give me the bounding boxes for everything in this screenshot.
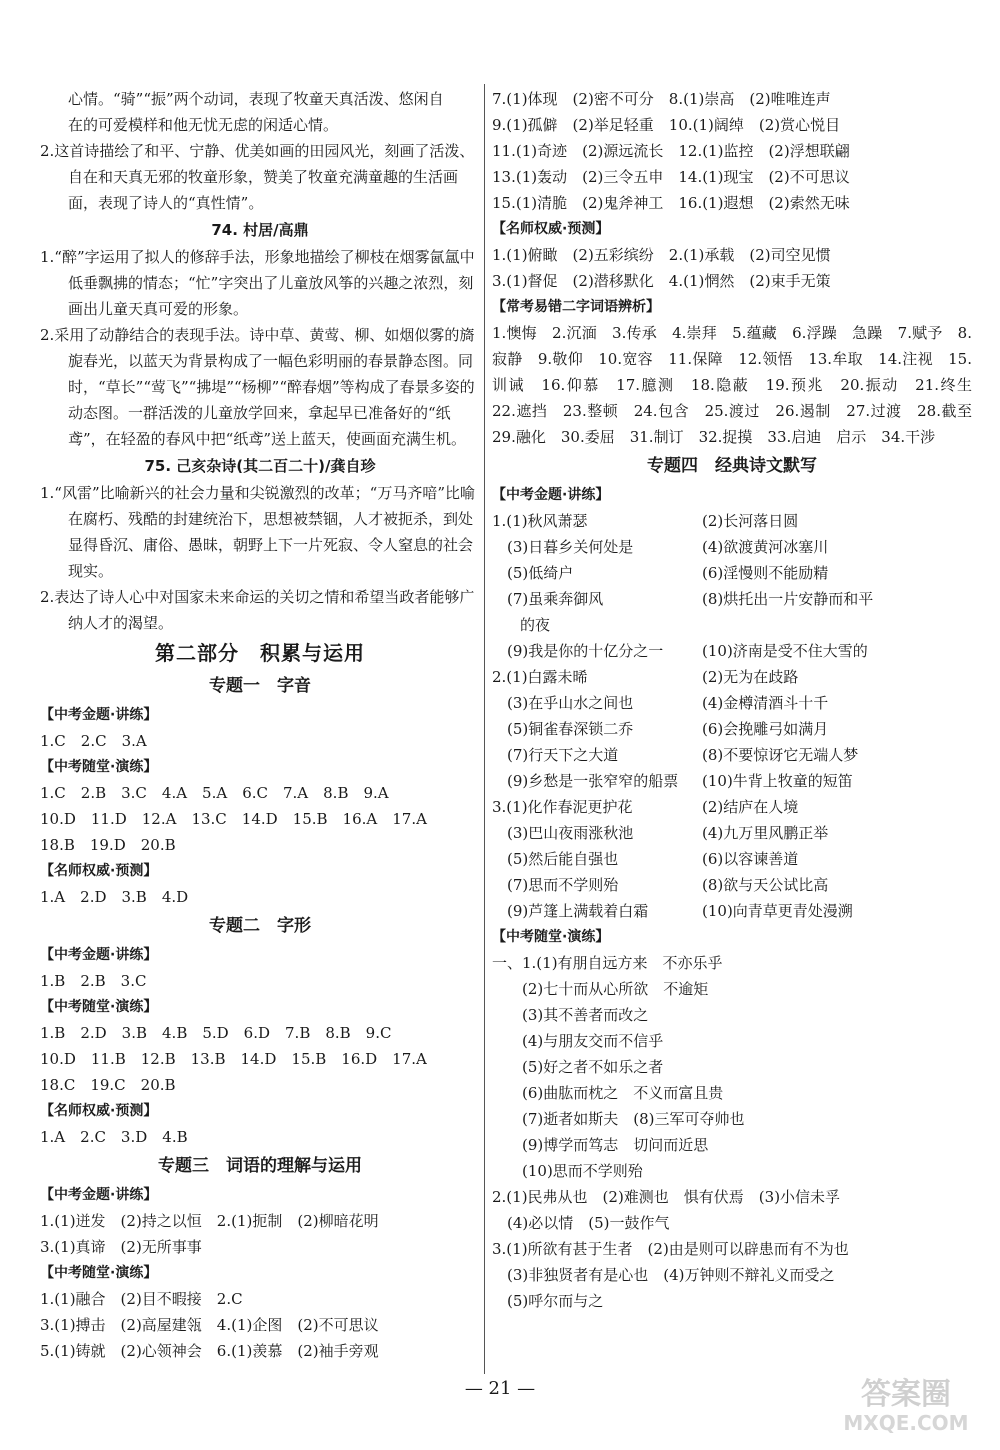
- recitation-answer: (10)向青草更青处漫溯: [702, 902, 853, 920]
- section-heading: 【名师权威·预测】: [40, 863, 158, 879]
- recitation-answer: 1.(1)秋风萧瑟: [492, 512, 588, 530]
- recitation-answer: (2)长河落日圆: [702, 512, 799, 530]
- answer-paragraph: [40, 584, 480, 636]
- recitation-answer: (6)淫慢则不能励精: [702, 564, 829, 582]
- answer-line: (2)七十而从心所欲 不逾矩: [492, 980, 709, 998]
- recitation-list: [492, 950, 972, 1314]
- answer-line: (5)好之者不如乐之者: [492, 1058, 664, 1076]
- recitation-answer: (3)日暮乡关何处是: [492, 538, 634, 556]
- watermark-top-text: 答案圈: [861, 1377, 951, 1412]
- page-number: — 21 —: [464, 1378, 536, 1399]
- answer-line: 1.C 2.C 3.A: [40, 732, 147, 750]
- recitation-answer: (10)济南是受不住大雪的: [702, 642, 868, 660]
- answer-line: 3.(1)所欲有甚于生者 (2)由是则可以辟患而有不为也: [492, 1240, 849, 1258]
- answer-line: (3)其不善者而改之: [492, 1006, 649, 1024]
- section-heading: 【中考金题·讲练】: [492, 487, 610, 503]
- part-title: 第二部分 积累与运用: [155, 641, 365, 665]
- recitation-answer: (2)结庐在人境: [702, 798, 799, 816]
- answer-line: 1.C 2.B 3.C 4.A 5.A 6.C 7.A 8.B 9.A: [40, 784, 389, 802]
- watermark-bottom-text: MXQE.COM: [843, 1411, 969, 1435]
- recitation-row: [492, 690, 972, 716]
- answer-line: 1.A 2.D 3.B 4.D: [40, 888, 189, 906]
- poem-title-75: 75. 己亥杂诗(其二百二十)/龚自珍: [144, 457, 376, 475]
- answer-text: 2.表达了诗人心中对国家未来命运的关切之情和希望当政者能够广纳人才的渴望。: [40, 588, 475, 632]
- left-column: [40, 86, 480, 1364]
- section-heading: 【中考随堂·演练】: [40, 759, 158, 775]
- recitation-answer: (8)不要惊讶它无端人梦: [702, 746, 859, 764]
- recitation-answer: (8)欲与天公试比高: [702, 876, 829, 894]
- section-heading: 【名师权威·预测】: [40, 1103, 158, 1119]
- recitation-answer: (9)乡愁是一张窄窄的船票: [492, 772, 679, 790]
- watermark-logo: [826, 1368, 986, 1438]
- section-heading: 【中考随堂·演练】: [40, 999, 158, 1015]
- answer-line: 3.(1)搏击 (2)高屋建瓴 4.(1)企图 (2)不可思议: [40, 1316, 379, 1334]
- answer-line: 11.(1)奇迹 (2)源远流长 12.(1)监控 (2)浮想联翩: [492, 142, 850, 160]
- answer-line: 15.(1)清脆 (2)鬼斧神工 16.(1)遐想 (2)索然无味: [492, 194, 850, 212]
- text-line: 在的可爱模样和他无忧无虑的闲适心情。: [68, 116, 339, 134]
- section-heading: 【常考易错二字词语辨析】: [492, 299, 660, 315]
- recitation-answer: 3.(1)化作春泥更护花: [492, 798, 633, 816]
- recitation-row: [492, 820, 972, 846]
- section-heading: 【中考随堂·演练】: [40, 1265, 158, 1281]
- answer-line: 18.B 19.D 20.B: [40, 836, 176, 854]
- recitation-answer: (10)牛背上牧童的短笛: [702, 772, 853, 790]
- answer-line: 7.(1)体现 (2)密不可分 8.(1)崇高 (2)唯唯连声: [492, 90, 831, 108]
- recitation-answer: (7)思而不学则殆: [492, 876, 619, 894]
- recitation-answer: (8)烘托出一片安静而和平: [702, 590, 874, 608]
- recitation-pairs: [492, 508, 972, 612]
- section-heading: 【中考随堂·演练】: [492, 929, 610, 945]
- recitation-row: [492, 664, 972, 690]
- topic-title: 专题四 经典诗文默写: [647, 456, 817, 476]
- answer-line: (3)非独贤者有是心也 (4)万钟则不辩礼义而受之: [492, 1266, 835, 1284]
- topic-title: 专题一 字音: [209, 676, 311, 696]
- recitation-answer: (9)芦篷上满载着白霜: [492, 902, 649, 920]
- answer-line: 1.B 2.B 3.C: [40, 972, 147, 990]
- answer-line: (7)逝者如斯夫 (8)三军可夺帅也: [492, 1110, 745, 1128]
- answer-line: (4)与朋友交而不信乎: [492, 1032, 664, 1050]
- section-heading: 【中考金题·讲练】: [40, 1187, 158, 1203]
- recitation-row: [492, 742, 972, 768]
- answer-line: 10.D 11.D 12.A 13.C 14.D 15.B 16.A 17.A: [40, 810, 427, 828]
- topic-title: 专题三 词语的理解与运用: [158, 1156, 362, 1176]
- recitation-answer: (4)九万里风鹏正举: [702, 824, 829, 842]
- answer-line: 18.C 19.C 20.B: [40, 1076, 176, 1094]
- recitation-answer: (4)金樽清酒斗十千: [702, 694, 829, 712]
- poem-title-74: 74. 村居/高鼎: [211, 221, 309, 239]
- answer-line: 的夜: [520, 616, 551, 634]
- answer-line: 2.(1)民弗从也 (2)难测也 惧有伏焉 (3)小信未孚: [492, 1188, 841, 1206]
- recitation-answer: (6)以容谏善道: [702, 850, 799, 868]
- answer-line: 1.(1)迸发 (2)持之以恒 2.(1)扼制 (2)柳暗花明: [40, 1212, 379, 1230]
- word-list: 1.懊悔 2.沉湎 3.传承 4.崇拜 5.蕴藏 6.浮躁 急躁 7.赋予 8.寂静 9.敬仰 10.宽容 11.保障 12.领悟 13.牟取 14.注视 15.训诫 16.仰慕 17.臆测 18.隐蔽 19.预兆 20.振动 21.终生 22.遮挡 23.整顿 24.包含 25.渡过 26.遏制 27.过渡 28.截至 29.融化 30.委屈 31.制订 32.捉摸 33.启迪 启示 34.干涉: [492, 324, 988, 446]
- answer-line: 3.(1)真谛 (2)无所事事: [40, 1238, 202, 1256]
- answer-line: 10.D 11.B 12.B 13.B 14.D 15.B 16.D 17.A: [40, 1050, 427, 1068]
- answer-line: 5.(1)铸就 (2)心领神会 6.(1)羡慕 (2)袖手旁观: [40, 1342, 379, 1360]
- recitation-answer: (3)巴山夜雨涨秋池: [492, 824, 634, 842]
- recitation-row: [492, 872, 972, 898]
- answer-line: 1.(1)俯瞰 (2)五彩缤纷 2.(1)承载 (2)司空见惯: [492, 246, 831, 264]
- answer-line: (5)呼尔而与之: [492, 1292, 604, 1310]
- answer-line: (6)曲肱而枕之 不义而富且贵: [492, 1084, 724, 1102]
- answer-line: 1.(1)融合 (2)目不暇接 2.C: [40, 1290, 243, 1308]
- answer-line: (4)必以情 (5)一鼓作气: [492, 1214, 670, 1232]
- answer-text: 2.这首诗描绘了和平、宁静、优美如画的田园风光，刻画了活泼、自在和天真无邪的牧童形象，赞美了牧童充满童趣的生活画面，表现了诗人的“真性情”。: [40, 142, 475, 212]
- recitation-row: [492, 898, 972, 924]
- recitation-answer: (7)行天下之大道: [492, 746, 619, 764]
- recitation-answer: (9)我是你的十亿分之一: [492, 642, 664, 660]
- recitation-answer: (5)然后能自强也: [492, 850, 619, 868]
- recitation-row: [492, 534, 972, 560]
- answer-paragraph: [40, 322, 480, 452]
- recitation-pairs: [492, 638, 972, 924]
- answer-line: (9)博学而笃志 切问而近思: [492, 1136, 709, 1154]
- section-heading: 【名师权威·预测】: [492, 221, 610, 237]
- section-heading: 【中考金题·讲练】: [40, 707, 158, 723]
- answer-line: 1.A 2.C 3.D 4.B: [40, 1128, 188, 1146]
- topic-title: 专题二 字形: [209, 916, 311, 936]
- answer-text: 1.“醉”字运用了拟人的修辞手法，形象地描绘了柳枝在烟雾氤氲中低垂飘拂的情态；“忙”字突出了儿童放风筝的兴趣之浓烈，刻画出儿童天真可爱的形象。: [40, 248, 475, 318]
- right-column: [492, 86, 988, 1314]
- recitation-answer: (6)会挽雕弓如满月: [702, 720, 829, 738]
- answer-paragraph: [40, 480, 480, 584]
- recitation-row: [492, 508, 972, 534]
- recitation-row: [492, 638, 972, 664]
- recitation-answer: (5)铜雀春深锁二乔: [492, 720, 634, 738]
- recitation-row: [492, 586, 972, 612]
- recitation-row: [492, 846, 972, 872]
- answer-text: 1.“风雷”比喻新兴的社会力量和尖锐激烈的改革；“万马齐喑”比喻在腐朽、残酷的封建统治下，思想被禁锢，人才被扼杀，到处显得昏沉、庸俗、愚昧，朝野上下一片死寂、令人窒息的社会现实。: [40, 484, 475, 580]
- answer-line: 一、1.(1)有朋自远方来 不亦乐乎: [492, 954, 723, 972]
- answer-text: 2.采用了动静结合的表现手法。诗中草、黄莺、柳、如烟似雾的旖旎春光，以蓝天为背景构成了一幅色彩明丽的春景静态图。同时，“草长”“莺飞”“拂堤”“杨柳”“醉春烟”等构成了春景多姿的动态图。一群活泼的儿童放学回来，拿起早已准备好的“纸鸢”，在轻盈的春风中把“纸鸢”送上蓝天，使画面充满生机。: [40, 326, 475, 448]
- answer-line: 1.B 2.D 3.B 4.B 5.D 6.D 7.B 8.B 9.C: [40, 1024, 392, 1042]
- answer-line: (10)思而不学则殆: [492, 1162, 643, 1180]
- answer-paragraph: [40, 138, 480, 216]
- column-divider: [484, 84, 485, 1374]
- text-line: 心情。“骑”“振”两个动词，表现了牧童天真活泼、悠闲自: [68, 90, 444, 108]
- recitation-answer: (5)低绮户: [492, 564, 574, 582]
- answer-line: 13.(1)轰动 (2)三令五申 14.(1)现宝 (2)不可思议: [492, 168, 850, 186]
- recitation-row: [492, 716, 972, 742]
- answer-line: 3.(1)督促 (2)潜移默化 4.(1)惘然 (2)束手无策: [492, 272, 831, 290]
- section-heading: 【中考金题·讲练】: [40, 947, 158, 963]
- answer-paragraph: [40, 244, 480, 322]
- recitation-row: [492, 768, 972, 794]
- recitation-row: [492, 560, 972, 586]
- recitation-answer: 2.(1)白露未晞: [492, 668, 588, 686]
- recitation-row: [492, 794, 972, 820]
- recitation-answer: (4)欲渡黄河冰塞川: [702, 538, 829, 556]
- recitation-answer: (7)虽乘奔御风: [492, 590, 604, 608]
- recitation-answer: (2)无为在歧路: [702, 668, 799, 686]
- recitation-answer: (3)在乎山水之间也: [492, 694, 634, 712]
- answer-line: 9.(1)孤僻 (2)举足轻重 10.(1)阔绰 (2)赏心悦目: [492, 116, 841, 134]
